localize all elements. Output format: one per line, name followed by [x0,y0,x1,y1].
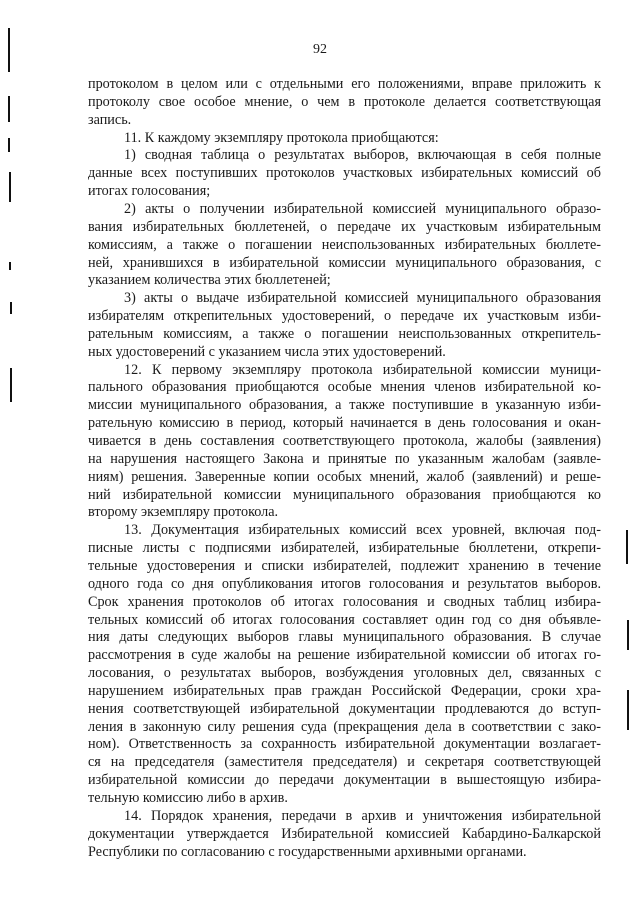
scan-edge-mark [626,530,628,564]
text-line: чивается в день составления соответствующего протокола, жалобы (заявления) [88,433,601,449]
scan-edge-mark [10,302,12,314]
text-line: итогах голосования; [88,183,211,200]
text-line: нарушением избирательных прав граждан Российской Федерации, сроки хра- [88,682,601,699]
text-line: Срок хранения протоколов об итогах голосования и сводных таблиц избира- [88,593,601,610]
scan-edge-mark [627,690,629,730]
text-line: миссии муниципального образования, а также поступившие в указанную изби- [88,397,601,414]
text-line: документации утверждается Избирательной комиссией Кабардино-Балкарской [88,825,601,842]
text-line: тельную комиссию либо в архив. [88,790,288,806]
text-line: второму экземпляру протокола. [88,504,279,521]
scan-edge-mark [10,368,12,402]
text-line: рассмотрения в суде жалобы на решение избирательной комиссии об итогах го- [88,647,601,664]
scan-edge-mark [8,96,10,122]
text-line: нения соответствующей избирательной документации продлеваются до вступ- [88,700,601,717]
text-line: на нарушения настоящего Закона и принятые по указанным жалобам (заявле- [88,450,601,467]
text-line: комиссиям, а также о погашении неиспользованных избирательных бюллете- [88,236,601,253]
text-line: пального образования приобщаются особые мнения членов избирательной ко- [88,379,601,396]
text-line: ления в законную силу решения суда (прекращения дела в соответствии с зако- [88,718,601,735]
text-line: указанием количества этих бюллетеней; [88,272,331,289]
text-line: вания избирательных бюллетеней, о передаче их участковым избирательным [88,218,601,235]
text-line: избирателям открепительных удостоверений, о передаче их участковым изби- [88,308,601,325]
text-line: ном). Ответственность за сохранность избирательной документации возлагает- [88,736,601,753]
text-line: ных удостоверений с указанием числа этих удостоверений. [88,343,446,360]
text-line: одного года со дня опубликования итогов голосования и результатов выборов. [88,575,601,592]
text-line: избирательной комиссии до передачи документации в вышестоящую избира- [88,772,601,789]
scan-edge-mark [9,262,11,270]
text-line: тельных комиссий об итогах голосования составляет один год со дня объявле- [88,611,601,628]
text-line: тельные удостоверения и списки избирателей, подлежит хранению в течение [88,557,601,574]
text-line: 2) акты о получении избирательной комиссией муниципального образо- [124,200,601,217]
text-line: протоколу свое особое мнение, о чем в протоколе делается соответствующая [88,93,601,110]
text-line: запись. [88,111,132,128]
text-line: лосования, о результатах выборов, возбуждения уголовных дел, связанных с [88,665,601,682]
text-line: 3) акты о выдаче избирательной комиссией муниципального образования [124,290,601,307]
text-line: данные всех поступивших протоколов участковых избирательных комиссий об [88,165,601,182]
text-line: ней, хранившихся в избирательной комиссии муниципального образования, с [88,254,601,271]
text-line: 12. К первому экземпляру протокола избирательной комиссии муници- [124,361,601,378]
scan-edge-mark [8,138,10,152]
text-line: 11. К каждому экземпляру протокола приобщаются: [124,129,439,146]
text-line: рательную комиссию в период, который начинается в день голосования и окан- [88,415,601,432]
text-line: 1) сводная таблица о результатах выборов, включающая в себя полные [124,147,601,164]
text-line: ниям) решения. Заверенные копии особых мнений, жалоб (заявлений) и реше- [88,468,601,485]
text-line: Республики по согласованию с государственными архивными органами. [88,843,527,860]
text-line: ний избирательной комиссии муниципального образования приобщаются ко [88,486,601,503]
text-line: ния даты следующих выборов главы муниципального образования. В случае [88,629,601,646]
text-line: 14. Порядок хранения, передачи в архив и уничтожения избирательной [124,807,601,824]
scan-edge-mark [9,172,11,202]
text-line: ся на председателя (заместителя председателя) и секретаря соответствующей [88,754,601,771]
text-line: писные листы с подписями избирателей, избирательные бюллетени, открепи- [88,540,601,557]
text-line: рательным комиссиям, а также о погашении неиспользованных открепитель- [88,325,601,342]
scan-edge-mark [627,620,629,650]
text-line: протоколом в целом или с отдельными его положениями, вправе приложить к [88,76,601,92]
text-line: 13. Документация избирательных комиссий всех уровней, включая под- [124,522,601,539]
scan-edge-mark [8,28,10,72]
page-number: 92 [313,42,327,57]
